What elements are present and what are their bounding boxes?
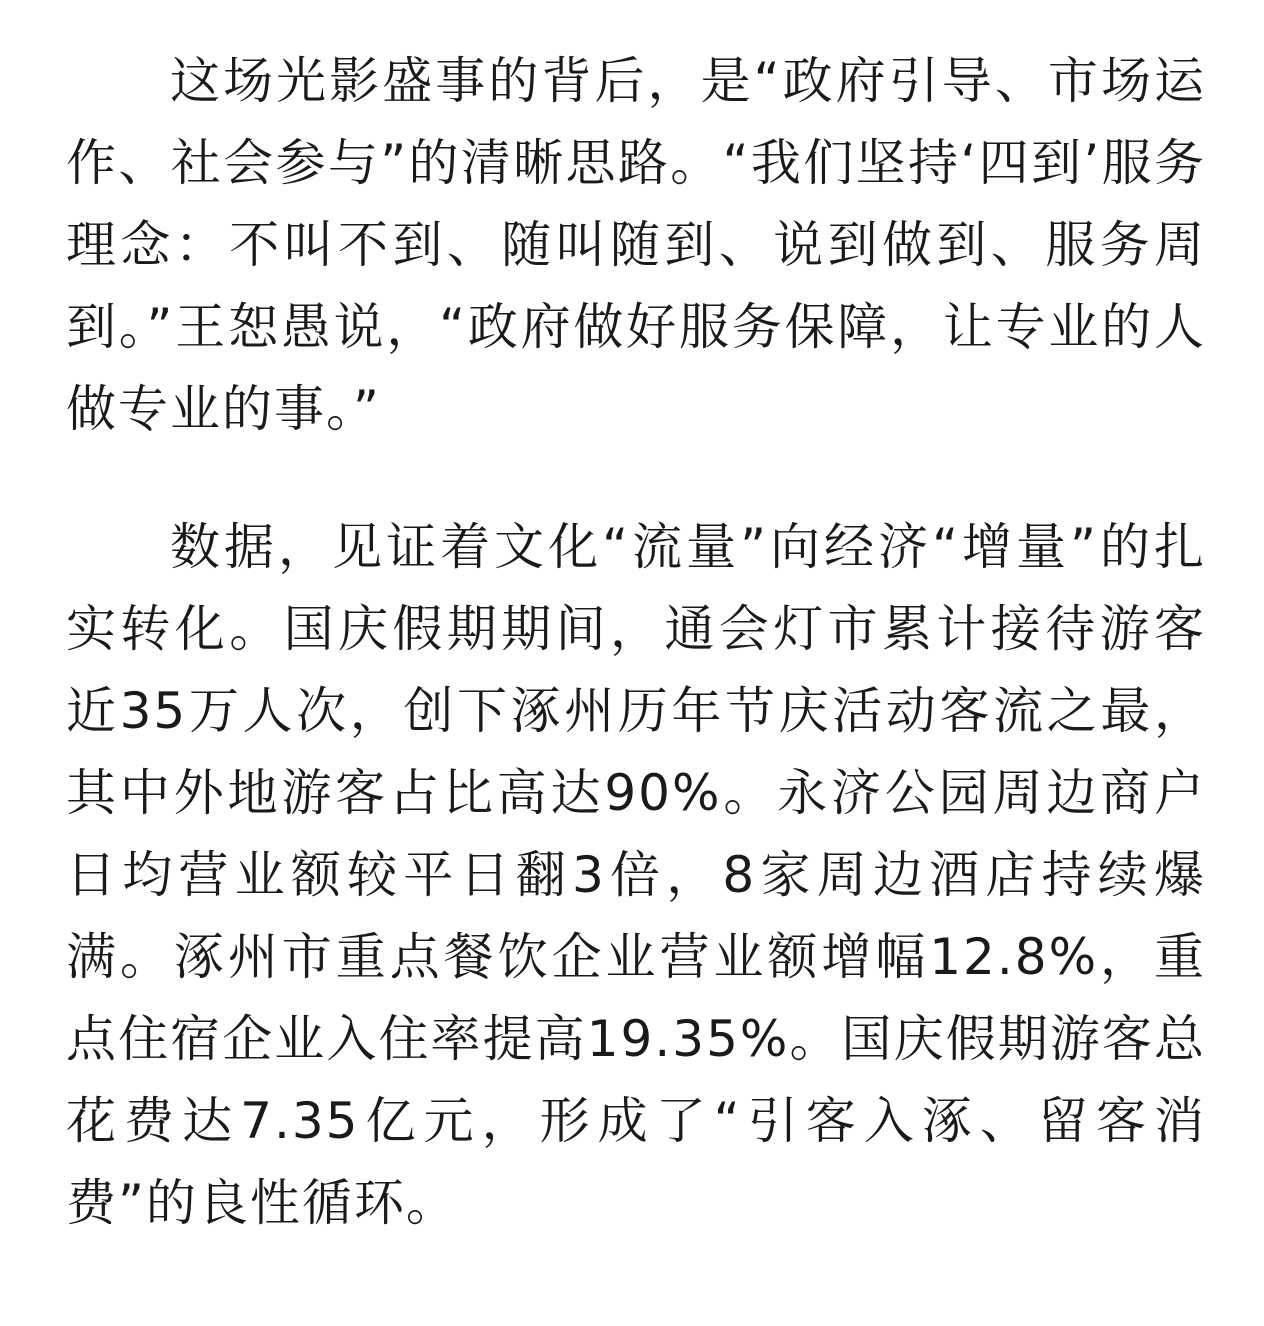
paragraph-economic-data: 数据，见证着文化“流量”向经济“增量”的扎实转化。国庆假期期间，通会灯市累计接待游客近35万人次，创下涿州历年节庆活动客流之最，其中外地游客占比高达90%。永济公园周边商户日均营业额较平日翻3倍，8家周边酒店持续爆满。涿州市重点餐饮企业营业额增幅12.8%，重点住宿企业入住率提高19.35%。国庆假期游客总花费达7.35亿元，形成了“引客入涿、留客消费”的良性循环。: [66, 518, 1206, 1232]
paragraph-service-philosophy: 这场光影盛事的背后，是“政府引导、市场运作、社会参与”的清晰思路。“我们坚持‘四到’服务理念：不叫不到、随叫随到、说到做到、服务周到。”王恕愚说，“政府做好服务保障，让专业的人做专业的事。”: [66, 52, 1206, 438]
article-body: [66, 40, 1206, 1244]
